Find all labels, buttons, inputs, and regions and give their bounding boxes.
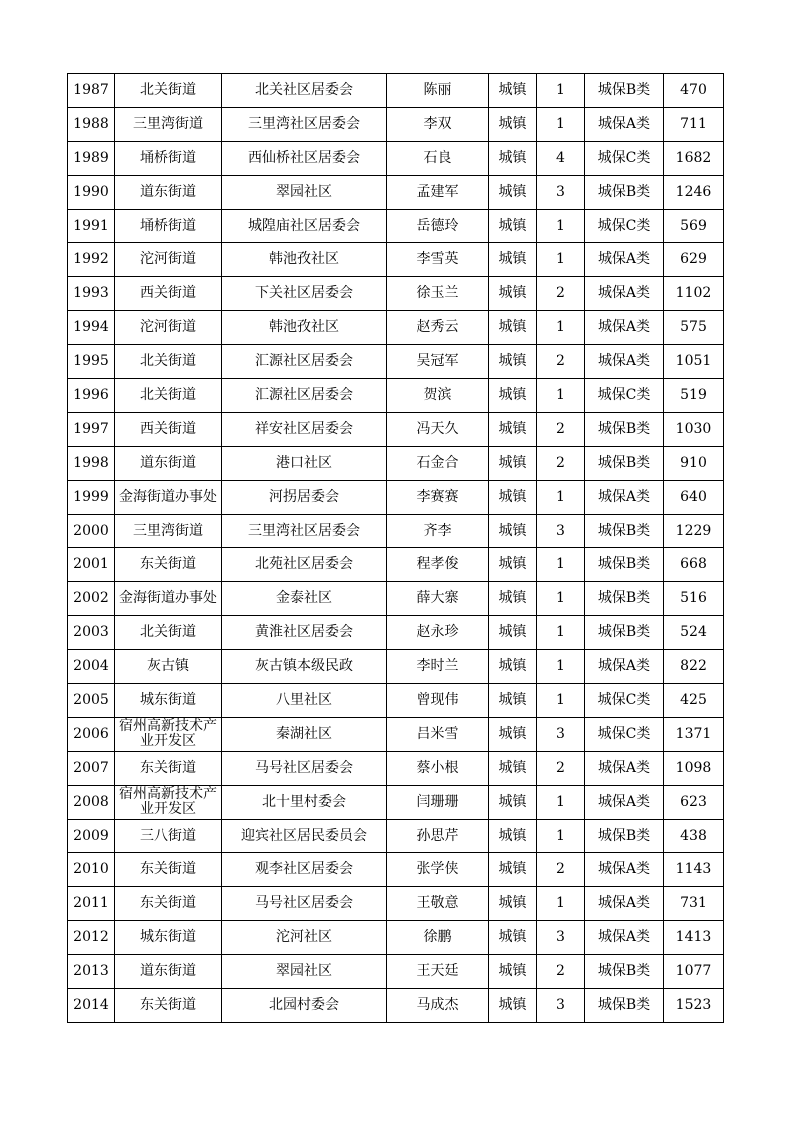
- household-count-cell: 3: [537, 989, 585, 1023]
- household-count-cell: 3: [537, 175, 585, 209]
- resident-name-cell: 程孝俊: [387, 548, 489, 582]
- table-row: [68, 717, 724, 751]
- household-count-cell: 1: [537, 819, 585, 853]
- household-count-cell: 3: [537, 514, 585, 548]
- area-type-cell: 城镇: [489, 616, 537, 650]
- table-row: [68, 887, 724, 921]
- roster-table: [67, 73, 724, 1023]
- street-cell: 道东街道: [115, 446, 222, 480]
- roster-body: [68, 74, 724, 1023]
- area-type-cell: 城镇: [489, 345, 537, 379]
- community-cell: 港口社区: [222, 446, 387, 480]
- table-row: [68, 379, 724, 413]
- area-type-cell: 城镇: [489, 853, 537, 887]
- table-row: [68, 480, 724, 514]
- area-type-cell: 城镇: [489, 74, 537, 108]
- street-cell: 灰古镇: [115, 650, 222, 684]
- resident-name-cell: 岳德玲: [387, 209, 489, 243]
- benefit-category-cell: 城保B类: [585, 548, 664, 582]
- resident-name-cell: 李双: [387, 107, 489, 141]
- benefit-category-cell: 城保B类: [585, 74, 664, 108]
- benefit-amount-cell: 731: [664, 887, 724, 921]
- street-cell: 西关街道: [115, 412, 222, 446]
- community-cell: 河拐居委会: [222, 480, 387, 514]
- benefit-category-cell: 城保A类: [585, 277, 664, 311]
- benefit-category-cell: 城保C类: [585, 684, 664, 718]
- benefit-category-cell: 城保B类: [585, 616, 664, 650]
- household-count-cell: 1: [537, 480, 585, 514]
- table-row: [68, 446, 724, 480]
- benefit-category-cell: 城保B类: [585, 412, 664, 446]
- benefit-amount-cell: 519: [664, 379, 724, 413]
- table-row: [68, 311, 724, 345]
- resident-name-cell: 石良: [387, 141, 489, 175]
- household-count-cell: 2: [537, 446, 585, 480]
- resident-name-cell: 贺滨: [387, 379, 489, 413]
- community-cell: 翠园社区: [222, 955, 387, 989]
- area-type-cell: 城镇: [489, 412, 537, 446]
- street-cell: 沱河街道: [115, 311, 222, 345]
- household-count-cell: 1: [537, 311, 585, 345]
- household-count-cell: 3: [537, 921, 585, 955]
- community-cell: 韩池孜社区: [222, 243, 387, 277]
- benefit-amount-cell: 1030: [664, 412, 724, 446]
- community-cell: 翠园社区: [222, 175, 387, 209]
- resident-name-cell: 吕米雪: [387, 717, 489, 751]
- street-cell: 北关街道: [115, 616, 222, 650]
- household-count-cell: 2: [537, 412, 585, 446]
- row-id-cell: 2001: [68, 548, 115, 582]
- resident-name-cell: 石金合: [387, 446, 489, 480]
- community-cell: 祥安社区居委会: [222, 412, 387, 446]
- resident-name-cell: 李时兰: [387, 650, 489, 684]
- benefit-amount-cell: 575: [664, 311, 724, 345]
- benefit-amount-cell: 1098: [664, 751, 724, 785]
- benefit-amount-cell: 1413: [664, 921, 724, 955]
- table-row: [68, 819, 724, 853]
- street-cell: 沱河街道: [115, 243, 222, 277]
- area-type-cell: 城镇: [489, 989, 537, 1023]
- table-row: [68, 955, 724, 989]
- street-cell: 东关街道: [115, 887, 222, 921]
- row-id-cell: 2003: [68, 616, 115, 650]
- resident-name-cell: 李赛赛: [387, 480, 489, 514]
- benefit-category-cell: 城保C类: [585, 379, 664, 413]
- area-type-cell: 城镇: [489, 141, 537, 175]
- benefit-category-cell: 城保C类: [585, 717, 664, 751]
- table-row: [68, 853, 724, 887]
- row-id-cell: 1999: [68, 480, 115, 514]
- table-row: [68, 616, 724, 650]
- community-cell: 三里湾社区居委会: [222, 514, 387, 548]
- benefit-category-cell: 城保A类: [585, 107, 664, 141]
- street-cell: 三八街道: [115, 819, 222, 853]
- street-cell: 金海街道办事处: [115, 480, 222, 514]
- benefit-amount-cell: 425: [664, 684, 724, 718]
- benefit-amount-cell: 1523: [664, 989, 724, 1023]
- household-count-cell: 4: [537, 141, 585, 175]
- table-row: [68, 74, 724, 108]
- benefit-amount-cell: 910: [664, 446, 724, 480]
- benefit-category-cell: 城保A类: [585, 887, 664, 921]
- street-cell: 东关街道: [115, 548, 222, 582]
- area-type-cell: 城镇: [489, 311, 537, 345]
- benefit-amount-cell: 711: [664, 107, 724, 141]
- area-type-cell: 城镇: [489, 243, 537, 277]
- community-cell: 汇源社区居委会: [222, 379, 387, 413]
- area-type-cell: 城镇: [489, 277, 537, 311]
- area-type-cell: 城镇: [489, 480, 537, 514]
- table-row: [68, 209, 724, 243]
- benefit-amount-cell: 1143: [664, 853, 724, 887]
- community-cell: 汇源社区居委会: [222, 345, 387, 379]
- community-cell: 北园村委会: [222, 989, 387, 1023]
- benefit-amount-cell: 1051: [664, 345, 724, 379]
- row-id-cell: 1987: [68, 74, 115, 108]
- street-cell: 宿州高新技术产业开发区: [115, 785, 222, 819]
- benefit-amount-cell: 668: [664, 548, 724, 582]
- benefit-amount-cell: 1077: [664, 955, 724, 989]
- community-cell: 马号社区居委会: [222, 887, 387, 921]
- row-id-cell: 2008: [68, 785, 115, 819]
- row-id-cell: 2014: [68, 989, 115, 1023]
- row-id-cell: 2011: [68, 887, 115, 921]
- row-id-cell: 1995: [68, 345, 115, 379]
- benefit-category-cell: 城保A类: [585, 650, 664, 684]
- benefit-category-cell: 城保B类: [585, 514, 664, 548]
- row-id-cell: 1989: [68, 141, 115, 175]
- row-id-cell: 1994: [68, 311, 115, 345]
- row-id-cell: 2012: [68, 921, 115, 955]
- resident-name-cell: 王敬意: [387, 887, 489, 921]
- benefit-category-cell: 城保B类: [585, 175, 664, 209]
- community-cell: 沱河社区: [222, 921, 387, 955]
- resident-name-cell: 王天廷: [387, 955, 489, 989]
- table-row: [68, 175, 724, 209]
- community-cell: 迎宾社区居民委员会: [222, 819, 387, 853]
- resident-name-cell: 孟建军: [387, 175, 489, 209]
- row-id-cell: 1988: [68, 107, 115, 141]
- benefit-category-cell: 城保B类: [585, 819, 664, 853]
- household-count-cell: 1: [537, 650, 585, 684]
- benefit-amount-cell: 822: [664, 650, 724, 684]
- household-count-cell: 1: [537, 785, 585, 819]
- household-count-cell: 1: [537, 887, 585, 921]
- benefit-category-cell: 城保A类: [585, 751, 664, 785]
- table-row: [68, 277, 724, 311]
- resident-name-cell: 曾现伟: [387, 684, 489, 718]
- benefit-amount-cell: 1682: [664, 141, 724, 175]
- benefit-category-cell: 城保A类: [585, 785, 664, 819]
- household-count-cell: 1: [537, 243, 585, 277]
- community-cell: 马号社区居委会: [222, 751, 387, 785]
- community-cell: 八里社区: [222, 684, 387, 718]
- row-id-cell: 1990: [68, 175, 115, 209]
- household-count-cell: 1: [537, 582, 585, 616]
- community-cell: 北十里村委会: [222, 785, 387, 819]
- area-type-cell: 城镇: [489, 582, 537, 616]
- street-cell: 道东街道: [115, 175, 222, 209]
- area-type-cell: 城镇: [489, 514, 537, 548]
- table-row: [68, 751, 724, 785]
- household-count-cell: 2: [537, 955, 585, 989]
- benefit-amount-cell: 1371: [664, 717, 724, 751]
- table-row: [68, 345, 724, 379]
- area-type-cell: 城镇: [489, 379, 537, 413]
- row-id-cell: 2007: [68, 751, 115, 785]
- community-cell: 三里湾社区居委会: [222, 107, 387, 141]
- table-row: [68, 989, 724, 1023]
- resident-name-cell: 赵秀云: [387, 311, 489, 345]
- row-id-cell: 1997: [68, 412, 115, 446]
- row-id-cell: 2006: [68, 717, 115, 751]
- resident-name-cell: 李雪英: [387, 243, 489, 277]
- benefit-amount-cell: 470: [664, 74, 724, 108]
- area-type-cell: 城镇: [489, 446, 537, 480]
- benefit-amount-cell: 569: [664, 209, 724, 243]
- row-id-cell: 2010: [68, 853, 115, 887]
- area-type-cell: 城镇: [489, 175, 537, 209]
- benefit-category-cell: 城保A类: [585, 921, 664, 955]
- table-row: [68, 141, 724, 175]
- street-cell: 埇桥街道: [115, 141, 222, 175]
- resident-name-cell: 赵永珍: [387, 616, 489, 650]
- area-type-cell: 城镇: [489, 650, 537, 684]
- row-id-cell: 2004: [68, 650, 115, 684]
- household-count-cell: 1: [537, 209, 585, 243]
- resident-name-cell: 张学侠: [387, 853, 489, 887]
- street-cell: 北关街道: [115, 74, 222, 108]
- household-count-cell: 2: [537, 277, 585, 311]
- benefit-category-cell: 城保A类: [585, 853, 664, 887]
- resident-name-cell: 陈丽: [387, 74, 489, 108]
- resident-name-cell: 马成杰: [387, 989, 489, 1023]
- row-id-cell: 1991: [68, 209, 115, 243]
- street-cell: 东关街道: [115, 989, 222, 1023]
- street-cell: 城东街道: [115, 684, 222, 718]
- benefit-category-cell: 城保B类: [585, 989, 664, 1023]
- area-type-cell: 城镇: [489, 887, 537, 921]
- household-count-cell: 2: [537, 345, 585, 379]
- benefit-amount-cell: 1246: [664, 175, 724, 209]
- benefit-category-cell: 城保B类: [585, 955, 664, 989]
- household-count-cell: 2: [537, 853, 585, 887]
- benefit-category-cell: 城保A类: [585, 311, 664, 345]
- benefit-amount-cell: 516: [664, 582, 724, 616]
- street-cell: 东关街道: [115, 751, 222, 785]
- row-id-cell: 1993: [68, 277, 115, 311]
- community-cell: 城隍庙社区居委会: [222, 209, 387, 243]
- row-id-cell: 2005: [68, 684, 115, 718]
- row-id-cell: 1996: [68, 379, 115, 413]
- resident-name-cell: 蔡小根: [387, 751, 489, 785]
- street-cell: 宿州高新技术产业开发区: [115, 717, 222, 751]
- row-id-cell: 2009: [68, 819, 115, 853]
- resident-name-cell: 薛大寨: [387, 582, 489, 616]
- street-cell: 西关街道: [115, 277, 222, 311]
- table-row: [68, 243, 724, 277]
- street-cell: 埇桥街道: [115, 209, 222, 243]
- street-cell: 金海街道办事处: [115, 582, 222, 616]
- table-row: [68, 412, 724, 446]
- household-count-cell: 1: [537, 379, 585, 413]
- area-type-cell: 城镇: [489, 717, 537, 751]
- resident-name-cell: 吴冠军: [387, 345, 489, 379]
- household-count-cell: 1: [537, 548, 585, 582]
- street-cell: 三里湾街道: [115, 107, 222, 141]
- resident-name-cell: 闫珊珊: [387, 785, 489, 819]
- table-row: [68, 684, 724, 718]
- household-count-cell: 1: [537, 616, 585, 650]
- resident-name-cell: 徐鹏: [387, 921, 489, 955]
- street-cell: 东关街道: [115, 853, 222, 887]
- row-id-cell: 2000: [68, 514, 115, 548]
- resident-name-cell: 冯天久: [387, 412, 489, 446]
- area-type-cell: 城镇: [489, 684, 537, 718]
- community-cell: 灰古镇本级民政: [222, 650, 387, 684]
- area-type-cell: 城镇: [489, 921, 537, 955]
- community-cell: 北苑社区居委会: [222, 548, 387, 582]
- table-row: [68, 582, 724, 616]
- benefit-amount-cell: 623: [664, 785, 724, 819]
- benefit-amount-cell: 438: [664, 819, 724, 853]
- table-row: [68, 548, 724, 582]
- benefit-amount-cell: 640: [664, 480, 724, 514]
- household-count-cell: 1: [537, 107, 585, 141]
- benefit-category-cell: 城保C类: [585, 141, 664, 175]
- street-cell: 北关街道: [115, 345, 222, 379]
- table-row: [68, 650, 724, 684]
- community-cell: 秦湖社区: [222, 717, 387, 751]
- area-type-cell: 城镇: [489, 819, 537, 853]
- benefit-category-cell: 城保A类: [585, 480, 664, 514]
- community-cell: 金泰社区: [222, 582, 387, 616]
- benefit-category-cell: 城保C类: [585, 209, 664, 243]
- street-cell: 三里湾街道: [115, 514, 222, 548]
- community-cell: 黄淮社区居委会: [222, 616, 387, 650]
- area-type-cell: 城镇: [489, 209, 537, 243]
- area-type-cell: 城镇: [489, 751, 537, 785]
- community-cell: 西仙桥社区居委会: [222, 141, 387, 175]
- street-cell: 道东街道: [115, 955, 222, 989]
- benefit-category-cell: 城保B类: [585, 582, 664, 616]
- benefit-category-cell: 城保A类: [585, 345, 664, 379]
- street-cell: 城东街道: [115, 921, 222, 955]
- resident-name-cell: 齐李: [387, 514, 489, 548]
- row-id-cell: 1992: [68, 243, 115, 277]
- community-cell: 观李社区居委会: [222, 853, 387, 887]
- area-type-cell: 城镇: [489, 548, 537, 582]
- benefit-amount-cell: 629: [664, 243, 724, 277]
- resident-name-cell: 孙思芹: [387, 819, 489, 853]
- benefit-amount-cell: 524: [664, 616, 724, 650]
- community-cell: 北关社区居委会: [222, 74, 387, 108]
- table-row: [68, 514, 724, 548]
- row-id-cell: 2013: [68, 955, 115, 989]
- table-row: [68, 107, 724, 141]
- area-type-cell: 城镇: [489, 107, 537, 141]
- household-count-cell: 2: [537, 751, 585, 785]
- resident-name-cell: 徐玉兰: [387, 277, 489, 311]
- benefit-amount-cell: 1102: [664, 277, 724, 311]
- table-row: [68, 785, 724, 819]
- row-id-cell: 1998: [68, 446, 115, 480]
- community-cell: 韩池孜社区: [222, 311, 387, 345]
- household-count-cell: 1: [537, 684, 585, 718]
- benefit-amount-cell: 1229: [664, 514, 724, 548]
- table-row: [68, 921, 724, 955]
- benefit-category-cell: 城保A类: [585, 243, 664, 277]
- community-cell: 下关社区居委会: [222, 277, 387, 311]
- area-type-cell: 城镇: [489, 785, 537, 819]
- area-type-cell: 城镇: [489, 955, 537, 989]
- row-id-cell: 2002: [68, 582, 115, 616]
- household-count-cell: 1: [537, 74, 585, 108]
- street-cell: 北关街道: [115, 379, 222, 413]
- household-count-cell: 3: [537, 717, 585, 751]
- benefit-category-cell: 城保B类: [585, 446, 664, 480]
